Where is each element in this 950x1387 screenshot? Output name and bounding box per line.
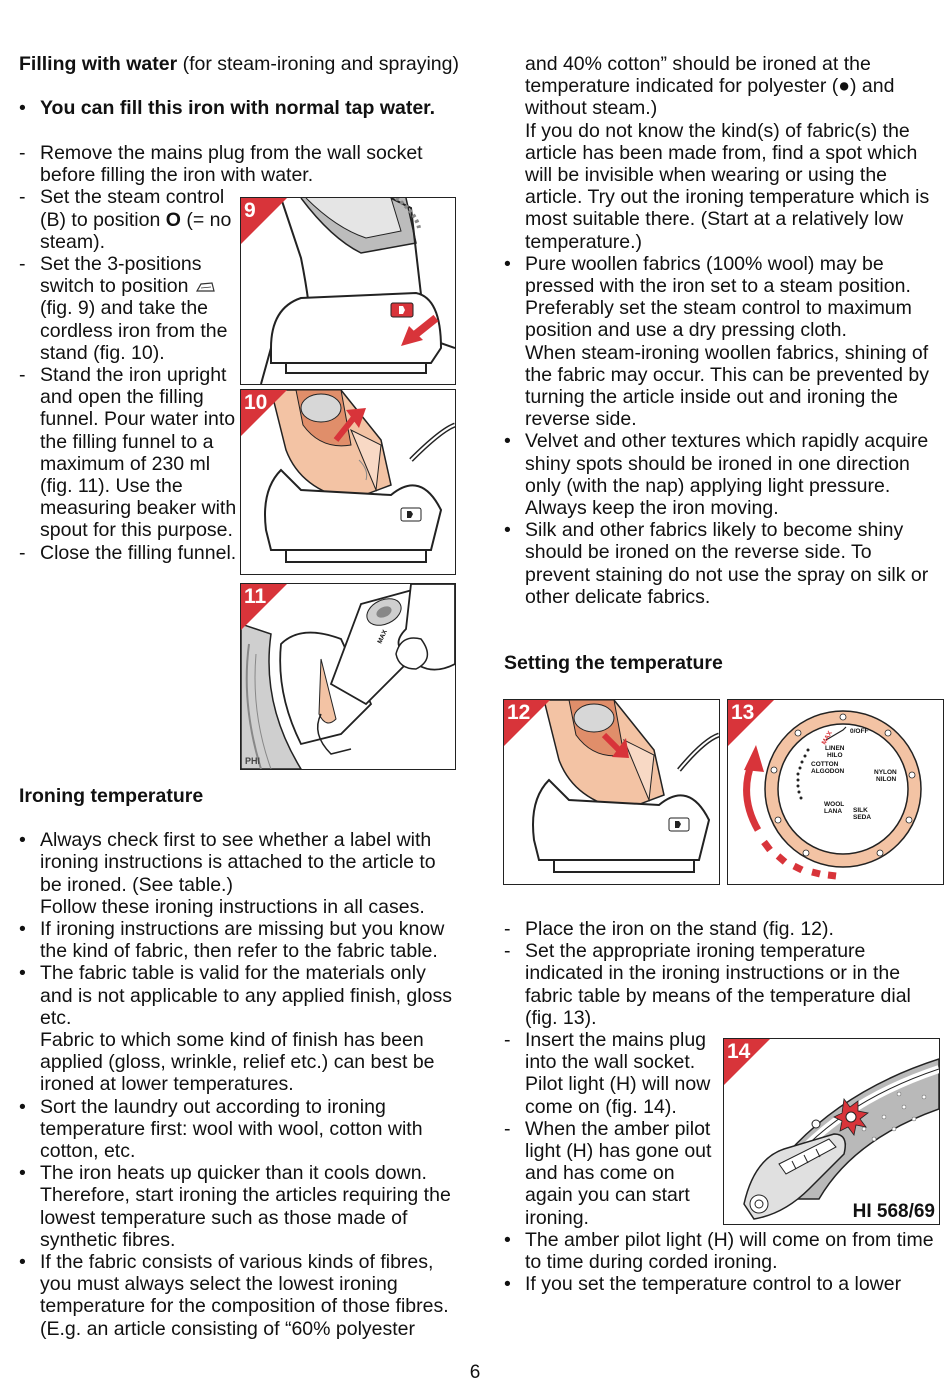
figure-11 [240,583,456,770]
dial-nilon-label: NILON [876,776,897,783]
ironing-bullet: • If the fabric consists of various kinds of fibres, you must always select the lowest ironing temperature for the composition of those fibres. (E.g. an article consisting of “60% polyester [19,1251,449,1340]
figure-number-badge: 9 [241,198,287,244]
step-switch-position: - Set the 3-positions switch to position (fig. 9) and take the cordless iron from the stand (fig. 10). [19,253,228,364]
step-fill-funnel: - Stand the iron upright and open the filling funnel. Pour water into the filling funnel to a maximum of 230 ml (fig. 11). Use the measuring beaker with spout for this purpose. [19,364,237,542]
figure-number-badge: 11 [241,584,287,630]
figure-number-badge: 12 [504,700,550,746]
ironing-bullet: • If ironing instructions are missing but you know the kind of fabric, then refer to the fabric table. [19,918,445,963]
dial-seda-label: SEDA [853,814,872,821]
dial-nylon-label: NYLON [874,769,897,776]
dial-algodon-label: ALGODON [811,768,845,775]
ironing-bullet-cont: Fabric to which some kind of finish has been applied (gloss, wrinkle, relief etc.) can best be ironed at lower temperatures. [40,1029,435,1096]
setting-bullet: • The amber pilot light (H) will come on from time to time during corded ironing. [504,1229,934,1274]
filling-heading: Filling with water (for steam-ironing and spraying) [19,53,459,75]
setting-step: - Place the iron on the stand (fig. 12). [504,918,834,940]
dial-wool-label: WOOL [824,801,845,808]
setting-bullet: • If you set the temperature control to a lower [504,1273,902,1296]
ironing-heading: Ironing temperature [19,785,204,807]
figure-9 [240,197,456,385]
figure-14 [723,1038,940,1225]
dial-linen-label: LINEN [825,745,845,752]
fabric-bullet-cont: When steam-ironing woollen fabrics, shining of the fabric may occur. This can be prevented by turning the article inside out and ironing the reverse side. [525,341,929,431]
dial-lana-label: LANA [824,808,843,815]
setting-steps-top [504,918,936,1029]
dial-max-label: MAX [820,729,834,746]
figure-12 [503,699,720,885]
model-label: HI 568/69 [852,1200,935,1222]
dial-off-label: 0/OFF [850,728,869,735]
page-number: 6 [469,1362,481,1383]
dial-silk-label: SILK [853,807,868,814]
dial-hilo-label: HILO [827,752,843,759]
setting-bullets [504,1229,936,1296]
setting-step: - Set the appropriate ironing temperature indicated in the ironing instructions or in the fabric table by means of the temperature dial (fig. 13). [504,940,911,1029]
cordless-position-icon [194,280,216,294]
figure-number-badge: 10 [241,390,287,436]
fabric-bullet: • Silk and other fabrics likely to become shiny should be ironed on the reverse side. To prevent staining do not use the spray on silk or other delicate fabrics. [504,519,929,608]
step-remove-plug: - Remove the mains plug from the wall socket before filling the iron with water. [19,142,423,187]
fabric-bullet: • Pure woollen fabrics (100% wool) may be pressed with the iron set to a steam position. Preferably set the steam control to maximum position and use a dry pressing cloth. [504,252,912,342]
step-close-funnel: - Close the filling funnel. [19,541,237,564]
figure-number-badge: 14 [724,1039,770,1085]
tap-water-bullet: • You can fill this iron with normal tap water. [19,97,436,120]
setting-step: - When the amber pilot light (H) has gone out and has come on again you can start ironing. [504,1117,712,1229]
beaker-max-label: MAX [376,628,389,645]
dial-cotton-label: COTTON [811,761,839,768]
step-steam-control: - Set the steam control (B) to position O (= no steam). [19,186,232,253]
filling-steps [19,142,423,564]
setting-steps-narrow [504,1029,716,1229]
ironing-section [19,785,459,1340]
fibre-mix-cont: and 40% cotton” should be ironed at the temperature indicated for polyester (●) and without steam.) [525,53,895,120]
ironing-bullet: • The fabric table is valid for the materials only and is not applicable to any applied finish, gloss etc. [19,962,452,1029]
figure-10 [240,389,456,575]
fabric-bullet: • Velvet and other textures which rapidly acquire shiny spots should be ironed in one direction only (with the nap) applying light pressure. Always keep the iron moving. [504,430,929,520]
unknown-fabric-text: If you do not know the kind(s) of fabric(s) the article has been made from, find a spot which will be invisible when wearing or using the article. Try out the ironing temperature which is most suitable there. (Start at a relatively low temperature.) [525,119,930,253]
setting-heading: Setting the temperature [504,652,723,674]
filling-section [19,53,459,119]
setting-step: - Insert the mains plug into the wall socket. Pilot light (H) will now come on (fig. 14). [504,1029,711,1118]
brand-label: PHI [245,756,261,766]
ironing-bullet-cont: Follow these ironing instructions in all cases. [40,895,425,918]
figure-13 [727,699,944,885]
figure-number-badge: 13 [728,700,774,746]
ironing-bullet: • Sort the laundry out according to ironing temperature first: wool with wool, cotton with cotton, etc. [19,1095,423,1163]
ironing-bullet: • The iron heats up quicker than it cools down. Therefore, start ironing the articles requiring the lowest temperature such as those made of synthetic fibres. [19,1162,451,1251]
ironing-bullet: • Always check first to see whether a label with ironing instructions is attached to the article to be ironed. (See table.) [19,829,436,896]
right-top-text [504,53,936,608]
